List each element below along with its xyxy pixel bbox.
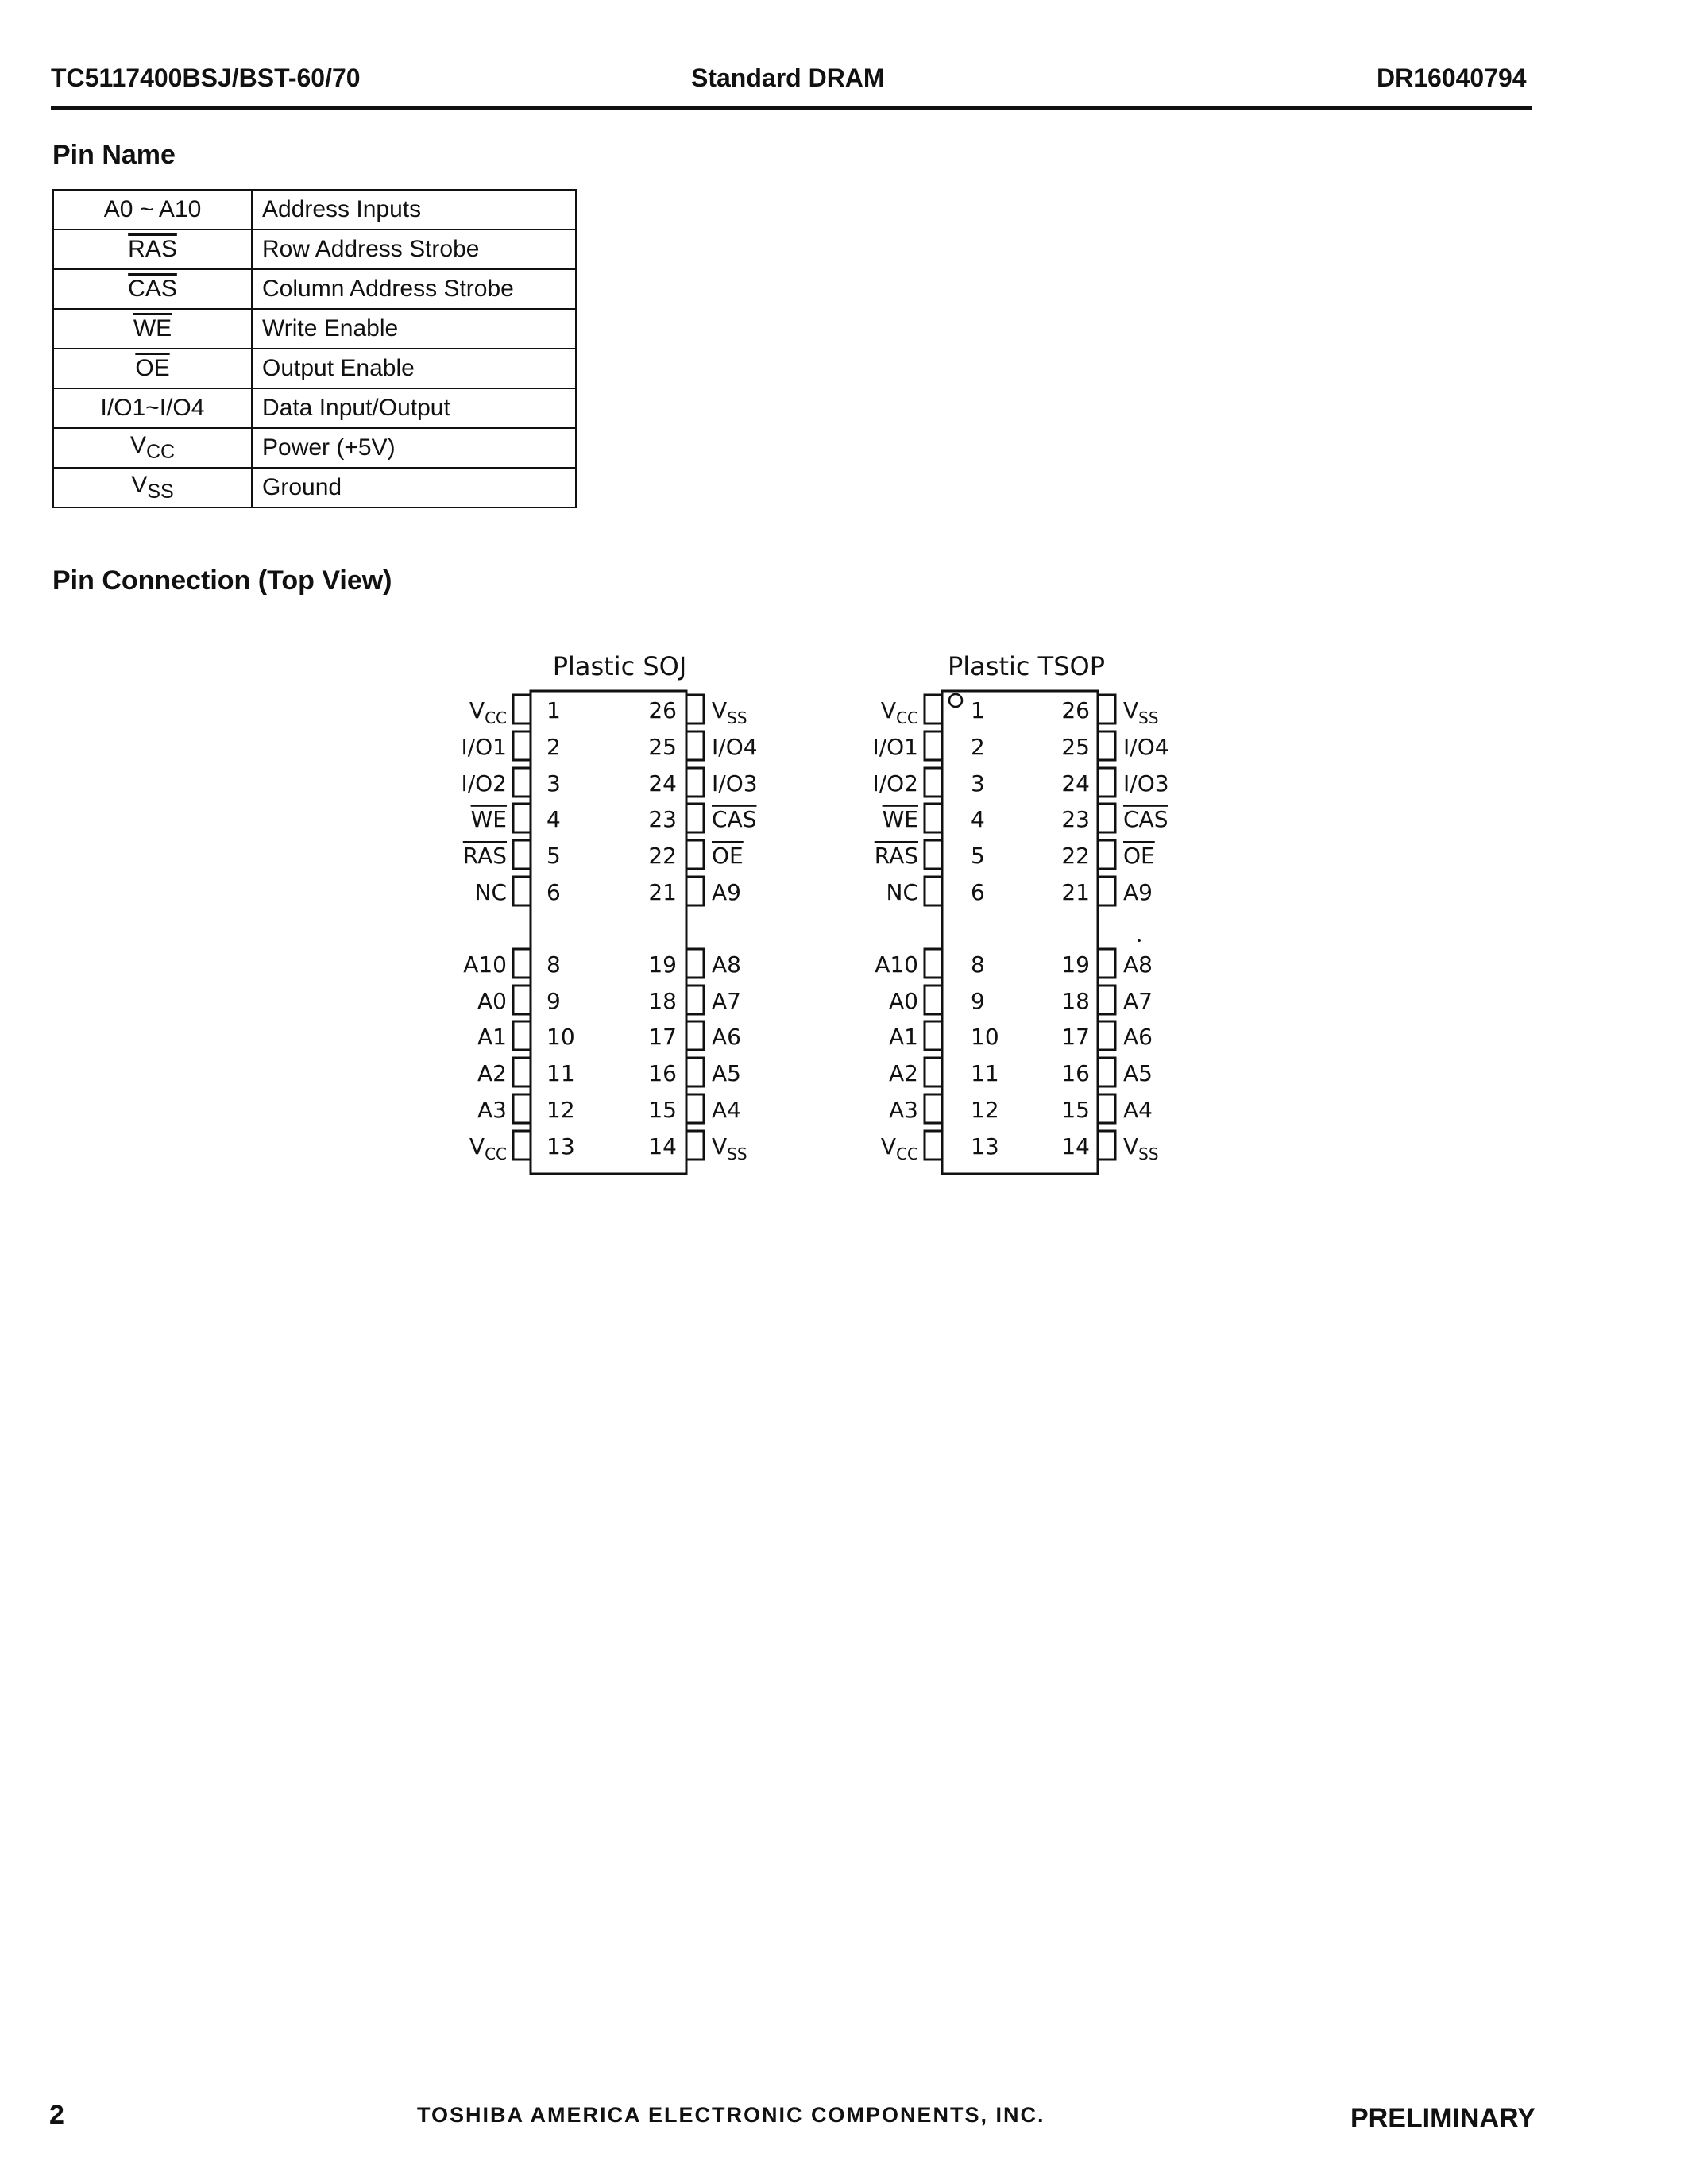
pin-number: 26 [648,697,677,723]
pin-label: A8 [712,951,741,978]
pin-number: 23 [648,806,677,832]
pin-label: $V_{SS}$ [712,697,747,727]
pin-number: 13 [971,1133,999,1160]
pin-number: 18 [1061,988,1090,1014]
pin-label: NC [474,879,507,905]
pin-stub [1098,1058,1115,1086]
pin-number: 2 [971,734,985,760]
pin-number: 8 [547,951,561,978]
pin-symbol: $\overline{RAS}$ [53,230,252,269]
pin-label: WE [470,806,507,832]
pin-label: A8 [1123,951,1153,978]
pin-label: I/O1 [461,734,507,760]
pin-stub [513,986,531,1014]
pin-label: OE [712,843,744,869]
tsop-package [872,651,1168,1174]
pin-label: A10 [875,951,918,978]
pin-number: 19 [1061,951,1090,978]
pin-stub [686,804,704,832]
pin-number: 26 [1061,697,1090,723]
pin-label: RAS [874,843,918,869]
pin-description: Power (+5V) [252,428,576,468]
pin-label: I/O3 [1123,770,1169,797]
pin-label: $V_{CC}$ [880,697,918,727]
pin-number: 3 [971,770,985,797]
pin-label: $V_{SS}$ [712,1133,747,1163]
pin-number: 1 [547,697,561,723]
pin-stub [925,1021,942,1050]
pin-stub [513,1131,531,1160]
pin-stub [513,877,531,905]
pin-number: 23 [1061,806,1090,832]
pin-stub [1098,986,1115,1014]
pin-number: 14 [1061,1133,1090,1160]
pin-label: WE [882,806,918,832]
pin-symbol: A0 ~ A10 [53,190,252,230]
pin-label: RAS [462,843,507,869]
pin-number: 12 [971,1097,999,1123]
pin-number: 17 [648,1024,677,1050]
pin-number: 19 [648,951,677,978]
pin-stub [686,731,704,760]
pin-stub [513,840,531,869]
pin-number: 13 [547,1133,575,1160]
package-title: Plastic SOJ [552,651,687,681]
pin-number: 6 [971,879,985,905]
soj-package [461,651,757,1174]
pin-stub [925,804,942,832]
pin-description: Output Enable [252,349,576,388]
pin-symbol: I/O1~I/O4 [53,388,252,428]
document-number: DR16040794 [1377,64,1527,92]
pin-symbol: $V_{SS}$ [53,468,252,507]
pin-label: A0 [889,988,918,1014]
pin-stub [925,986,942,1014]
pin-stub [925,840,942,869]
pin-label: $V_{SS}$ [1123,697,1159,727]
pin-connection-heading: Pin Connection (Top View) [52,565,392,596]
pin-label: I/O2 [872,770,918,797]
pin-label: A6 [712,1024,741,1050]
pin-number: 16 [1061,1060,1090,1086]
pin-stub [513,1094,531,1123]
pin-number: 16 [648,1060,677,1086]
pin-description: Ground [252,468,576,507]
pin-stub [686,1058,704,1086]
pin-number: 24 [648,770,677,797]
pin-label: A9 [1123,879,1153,905]
pin-number: 18 [648,988,677,1014]
pin-stub [686,949,704,978]
pin-name-heading: Pin Name [52,140,176,170]
pin-number: 22 [1061,843,1090,869]
pin-number: 6 [547,879,561,905]
pin-label: $V_{CC}$ [469,697,507,727]
pin-label: I/O3 [712,770,758,797]
pin-label: A7 [712,988,741,1014]
pin-stub [513,695,531,723]
pin-number: 1 [971,697,985,723]
pin-label: I/O4 [1123,734,1169,760]
pin-label: A5 [1123,1060,1153,1086]
pin-label: NC [886,879,918,905]
pin-label: A5 [712,1060,741,1086]
pin-label: I/O1 [872,734,918,760]
pin-number: 22 [648,843,677,869]
pin-stub [925,877,942,905]
pin-number: 25 [648,734,677,760]
pin-symbol: $\overline{WE}$ [53,309,252,349]
pin-number: 14 [648,1133,677,1160]
pin-label: I/O4 [712,734,758,760]
pin-label: A2 [889,1060,918,1086]
pin-stub [1098,877,1115,905]
pin-label: A10 [463,951,507,978]
pin-stub [925,1131,942,1160]
pin-symbol: $\overline{OE}$ [53,349,252,388]
pin-number: 21 [648,879,677,905]
pin-stub [686,1021,704,1050]
pin-label: A1 [889,1024,918,1050]
pin-number: 4 [547,806,561,832]
pin-number: 11 [547,1060,575,1086]
pin-description: Write Enable [252,309,576,349]
pin-symbol: $V_{CC}$ [53,428,252,468]
pin-number: 12 [547,1097,575,1123]
pin-stub [686,877,704,905]
pin-stub [1098,768,1115,797]
pin-stub [1098,949,1115,978]
pin-number: 8 [971,951,985,978]
pin-label: $V_{SS}$ [1123,1133,1159,1163]
pin-label: $V_{CC}$ [880,1133,918,1163]
pin-number: 24 [1061,770,1090,797]
pin-label: CAS [1123,806,1168,832]
pin-stub [513,731,531,760]
company-name: TOSHIBA AMERICA ELECTRONIC COMPONENTS, INC. [417,2103,1045,2127]
pin-label: A3 [477,1097,507,1123]
document-title: Standard DRAM [691,64,885,92]
pin-stub [513,1058,531,1086]
pin-label: A4 [712,1097,741,1123]
pin-number: 21 [1061,879,1090,905]
pin-number: 10 [971,1024,999,1050]
pin-number: 17 [1061,1024,1090,1050]
pin-stub [513,768,531,797]
pin-stub [686,986,704,1014]
pin-number: 15 [1061,1097,1090,1123]
page-number: 2 [49,2100,64,2130]
pin-label: OE [1123,843,1155,869]
pin-stub [1098,1094,1115,1123]
pin-stub [925,695,942,723]
pin-symbol: $\overline{CAS}$ [53,269,252,309]
pin-stub [686,695,704,723]
pin-number: 3 [547,770,561,797]
pin-label: I/O2 [461,770,507,797]
pin-label: A7 [1123,988,1153,1014]
pin-number: 15 [648,1097,677,1123]
pin-stub [925,768,942,797]
pin-label: $V_{CC}$ [469,1133,507,1163]
pin-stub [686,1131,704,1160]
pin-label: A4 [1123,1097,1153,1123]
pin-stub [513,949,531,978]
pin-stub [686,1094,704,1123]
pin-description: Row Address Strobe [252,230,576,269]
pin-stub [925,949,942,978]
pin-number: 25 [1061,734,1090,760]
pin-label: A2 [477,1060,507,1086]
pin-description: Column Address Strobe [252,269,576,309]
pin-stub [513,1021,531,1050]
pin-stub [513,804,531,832]
part-number: TC5117400BSJ/BST-60/70 [51,64,361,92]
pin-number: 9 [547,988,561,1014]
pin1-marker [949,694,962,707]
pin-number: 5 [547,843,561,869]
pin-stub [1098,1131,1115,1160]
pin-description: Data Input/Output [252,388,576,428]
pin-label: A9 [712,879,741,905]
pin-stub [1098,695,1115,723]
pin-label: A3 [889,1097,918,1123]
pin-stub [925,1058,942,1086]
pin-number: 11 [971,1060,999,1086]
stray-dot [1138,939,1141,942]
pin-label: A6 [1123,1024,1153,1050]
pin-stub [686,840,704,869]
pin-number: 2 [547,734,561,760]
pin-stub [1098,731,1115,760]
pin-stub [1098,1021,1115,1050]
pin-stub [1098,804,1115,832]
pin-number: 4 [971,806,985,832]
pin-stub [1098,840,1115,869]
pin-number: 10 [547,1024,575,1050]
pin-number: 9 [971,988,985,1014]
pin-stub [686,768,704,797]
pin-label: A0 [477,988,507,1014]
pin-number: 5 [971,843,985,869]
document-status: PRELIMINARY [1350,2103,1535,2133]
pin-stub [925,1094,942,1123]
pin-description: Address Inputs [252,190,576,230]
package-title: Plastic TSOP [947,651,1106,681]
pin-label: A1 [477,1024,507,1050]
pin-label: CAS [712,806,757,832]
pin-stub [925,731,942,760]
